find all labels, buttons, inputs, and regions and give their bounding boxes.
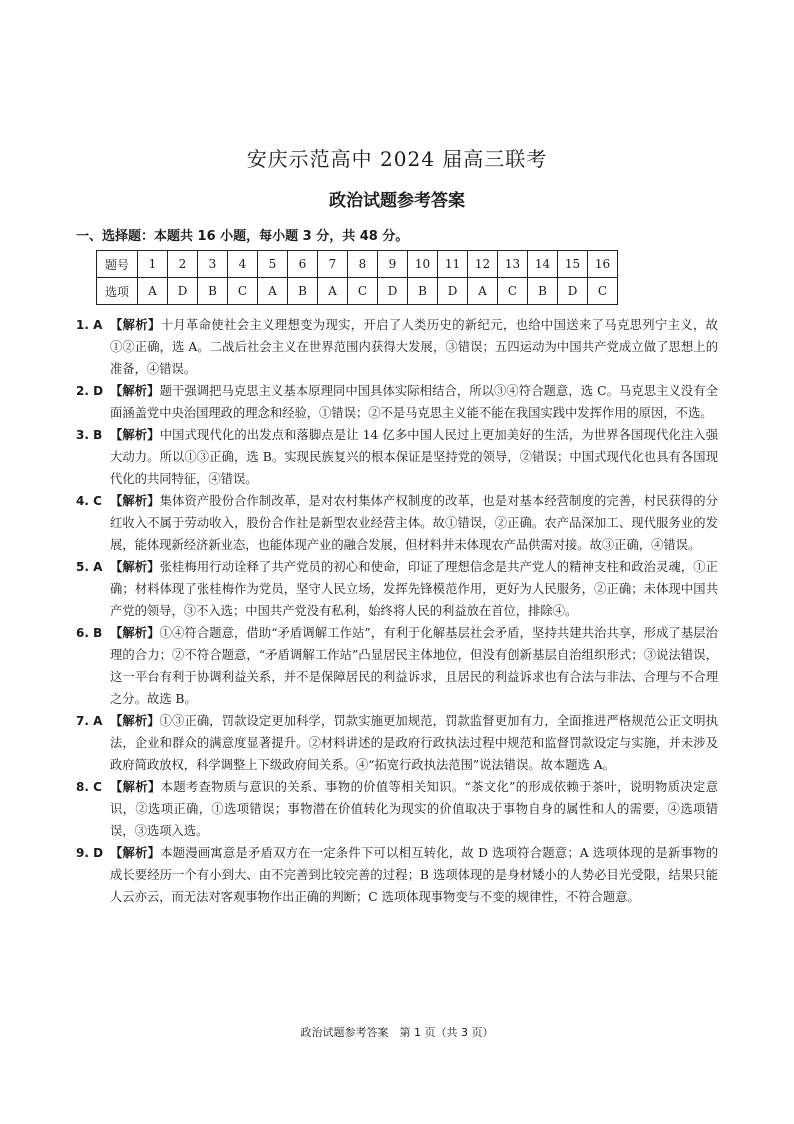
answer-cell: C	[588, 278, 618, 305]
item-number: 5. A	[76, 560, 103, 574]
item-body	[110, 842, 718, 908]
question-number: 16	[588, 251, 618, 278]
item-number: 8. C	[76, 780, 102, 794]
question-number: 15	[558, 251, 588, 278]
item-body	[110, 622, 718, 710]
item-text: 题干强调把马克思主义基本原理同中国具体实际相结合，所以③④符合题意，选 C。马克思主义没有全面涵盖党中央治国理政的理念和经验，①错误；②不是马克思主义能不能在我国实践中发挥作用的原因，不选。	[110, 384, 718, 420]
item-text: ①④符合题意，借助“矛盾调解工作站”，有利于化解基层社会矛盾，坚持共建共治共享，形成了基层治理的合力；②不符合题意，“矛盾调解工作站”凸显居民主体地位，但没有创新基层自治组织形式；③说法错误，这一平台有利于协调利益关系，并不是保障居民的利益诉求，且居民的利益诉求也有合法与非法、合理与不合理之分。故选 B。	[110, 626, 718, 706]
explanation-item	[76, 776, 718, 842]
question-number: 6	[288, 251, 318, 278]
question-number: 5	[258, 251, 288, 278]
question-number: 13	[498, 251, 528, 278]
question-number: 7	[318, 251, 348, 278]
analysis-tag: 【解析】	[110, 846, 161, 860]
explanation-item	[76, 424, 718, 490]
item-body	[110, 424, 718, 490]
analysis-tag: 【解析】	[110, 428, 160, 442]
item-number: 6. B	[76, 626, 103, 640]
analysis-tag: 【解析】	[110, 318, 161, 332]
page-title: 安庆示范高中 2024 届高三联考	[246, 147, 548, 171]
answer-cell: D	[438, 278, 468, 305]
question-number: 1	[138, 251, 168, 278]
explanation-item	[76, 380, 718, 424]
explanation-item	[76, 314, 718, 380]
section-heading: 一、选择题：本题共 16 小题，每小题 3 分，共 48 分。	[76, 229, 409, 244]
item-text: 本题漫画寓意是矛盾双方在一定条件下可以相互转化，故 D 选项符合题意；A 选项体现的是新事物的成长要经历一个有小到大、由不完善到比较完善的过程；B 选项体现的是身材矮小的人势必目光受限，结果只能人云亦云，而无法对客观事物作出正确的判断；C 选项体现事物变与不变的规律性，不符合题意。	[110, 846, 718, 904]
question-number: 2	[168, 251, 198, 278]
answer-cell: D	[558, 278, 588, 305]
question-number: 11	[438, 251, 468, 278]
question-number: 12	[468, 251, 498, 278]
explanation-item	[76, 556, 718, 622]
answer-cell: A	[258, 278, 288, 305]
explanation-item	[76, 710, 718, 776]
page-subtitle: 政治试题参考答案	[329, 191, 465, 211]
question-number: 8	[348, 251, 378, 278]
explanation-item	[76, 490, 718, 556]
item-body	[110, 776, 718, 842]
item-number: 1. A	[76, 318, 103, 332]
answer-cell: C	[228, 278, 258, 305]
item-text: 张桂梅用行动诠释了共产党员的初心和使命，印证了理想信念是共产党人的精神支柱和政治灵魂，①正确；材料体现了张桂梅作为党员，坚守人民立场，发挥先锋模范作用，更好为人民服务，②正确；未体现中国共产党的领导，③不入选；中国共产党没有私利，始终将人民的利益放在首位，排除④。	[110, 560, 718, 618]
analysis-tag: 【解析】	[110, 780, 161, 794]
answer-cell: B	[408, 278, 438, 305]
answer-cell: D	[378, 278, 408, 305]
item-text: 十月革命使社会主义理想变为现实，开启了人类历史的新纪元，也给中国送来了马克思列宁主义，故①②正确，选 A。二战后社会主义在世界范围内获得大发展，③错误；五四运动为中国共产党成立做了思想上的准备，④错误。	[110, 318, 718, 376]
answer-table-answer-row	[97, 278, 618, 305]
explanation-item	[76, 842, 718, 908]
question-number: 10	[408, 251, 438, 278]
answer-cell: A	[318, 278, 348, 305]
explanation-list	[76, 314, 718, 908]
answer-row-label: 选项	[97, 278, 138, 305]
question-number: 4	[228, 251, 258, 278]
item-body	[110, 490, 718, 556]
item-number: 9. D	[76, 846, 104, 860]
item-number: 2. D	[76, 384, 104, 398]
answer-table-number-row	[97, 251, 618, 278]
item-text: 集体资产股份合作制改革，是对农村集体产权制度的改革，也是对基本经营制度的完善，村民获得的分红收入不属于劳动收入，股份合作社是新型农业经营主体。故①错误，②正确。农产品深加工、现代服务业的发展，能体现新经济新业态，也能体现产业的融合发展，但材料并未体现农产品供需对接。故③正确，④错误。	[110, 494, 718, 552]
answer-table	[96, 250, 618, 305]
analysis-tag: 【解析】	[110, 714, 160, 728]
analysis-tag: 【解析】	[110, 494, 160, 508]
page-footer: 政治试题参考答案 第 1 页（共 3 页）	[300, 1026, 494, 1039]
answer-cell: C	[498, 278, 528, 305]
item-text: ①③正确，罚款设定更加科学，罚款实施更加规范，罚款监督更加有力，全面推进严格规范公正文明执法，企业和群众的满意度显著提升。②材料讲述的是政府行政执法过程中规范和监督罚款设定与实施，并未涉及政府简政放权，科学调整上下级政府间关系。④“拓宽行政执法范围”说法错误。故本题选 A。	[110, 714, 718, 772]
item-number: 4. C	[76, 494, 102, 508]
analysis-tag: 【解析】	[110, 560, 160, 574]
item-number: 3. B	[76, 428, 103, 442]
question-number: 9	[378, 251, 408, 278]
answer-cell: C	[348, 278, 378, 305]
answer-cell: D	[168, 278, 198, 305]
number-row-label: 题号	[97, 251, 138, 278]
question-number: 3	[198, 251, 228, 278]
item-body	[110, 710, 718, 776]
item-body	[110, 380, 718, 424]
answer-cell: B	[198, 278, 228, 305]
explanation-item	[76, 622, 718, 710]
question-number: 14	[528, 251, 558, 278]
analysis-tag: 【解析】	[110, 626, 160, 640]
answer-cell: A	[468, 278, 498, 305]
answer-cell: A	[138, 278, 168, 305]
item-text: 本题考查物质与意识的关系、事物的价值等相关知识。“茶文化”的形成依赖于茶叶，说明物质决定意识，②选项正确，①选项错误；事物潜在价值转化为现实的价值取决于事物自身的属性和人的需要，④选项错误，③选项入选。	[110, 780, 718, 838]
answer-cell: B	[288, 278, 318, 305]
answer-cell: B	[528, 278, 558, 305]
item-number: 7. A	[76, 714, 103, 728]
analysis-tag: 【解析】	[110, 384, 160, 398]
item-text: 中国式现代化的出发点和落脚点是让 14 亿多中国人民过上更加美好的生活，为世界各国现代化注入强大动力。所以①③正确，选 B。实现民族复兴的根本保证是坚持党的领导，②错误；中国式现代化也具有各国现代化的共同特征，④错误。	[110, 428, 718, 486]
item-body	[110, 556, 718, 622]
item-body	[110, 314, 718, 380]
